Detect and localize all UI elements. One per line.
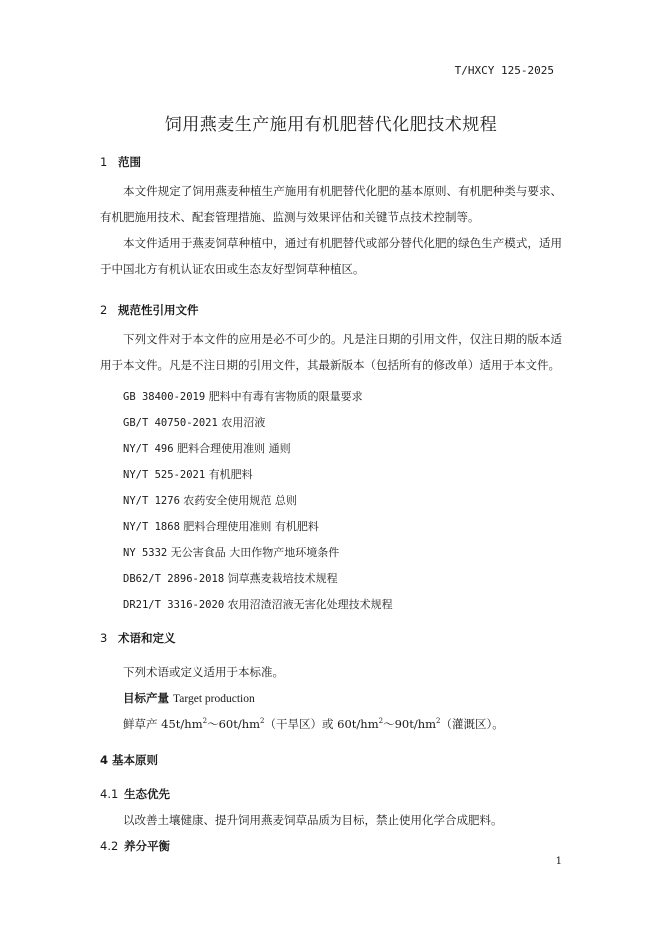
section-2-title: 规范性引用文件 bbox=[118, 303, 199, 317]
reference-item: DR21/T 3316-2020 农用沼渣沼液无害化处理技术规程 bbox=[123, 598, 393, 611]
section-4-2-title: 养分平衡 bbox=[124, 839, 170, 853]
section-1-paragraph-1: 本文件规定了饲用燕麦种植生产施用有机肥替代化肥的基本原则、有机肥种类与要求、有机肥施用技术、配套管理措施、监测与效果评估和关键节点技术控制等。 bbox=[100, 184, 562, 224]
section-3-title: 术语和定义 bbox=[118, 631, 176, 645]
reference-item: NY/T 496 肥料合理使用准则 通则 bbox=[123, 442, 291, 455]
section-1-number: 1 bbox=[100, 155, 108, 169]
section-4-1-heading bbox=[100, 786, 170, 802]
section-2-paragraph-1: 下列文件对于本文件的应用是必不可少的。凡是注日期的引用文件，仅注日期的版本适用于本文件。凡是不注日期的引用文件，其最新版本（包括所有的修改单）适用于本文件。 bbox=[100, 332, 562, 372]
document-title: 饲用燕麦生产施用有机肥替代化肥技术规程 bbox=[164, 115, 498, 135]
section-4-1-number: 4.1 bbox=[100, 787, 119, 801]
term-chinese: 目标产量 bbox=[123, 691, 169, 705]
term-heading bbox=[123, 690, 255, 706]
reference-item: NY/T 1868 肥料合理使用准则 有机肥料 bbox=[123, 520, 319, 533]
term-definition: 鲜草产 $45t/hm^2\sim 60t/hm^2$（干旱区）或 $60t/hm^2\sim 90t/hm^2$（灌溉区）。 bbox=[123, 717, 504, 731]
reference-item: NY/T 525-2021 有机肥料 bbox=[123, 468, 253, 481]
section-2-number: 2 bbox=[100, 303, 108, 317]
section-1-paragraph-2: 本文件适用于燕麦饲草种植中，通过有机肥替代或部分替代化肥的绿色生产模式，适用于中国北方有机认证农田或生态友好型饲草种植区。 bbox=[100, 236, 562, 276]
section-1-heading bbox=[100, 154, 141, 170]
section-4-heading: 4 基本原则 bbox=[100, 753, 159, 767]
section-3-number: 3 bbox=[100, 631, 108, 645]
page-number: 1 bbox=[555, 856, 562, 867]
section-3-heading bbox=[100, 630, 176, 646]
reference-item: NY 5332 无公害食品 大田作物产地环境条件 bbox=[123, 546, 340, 559]
reference-item: NY/T 1276 农药安全使用规范 总则 bbox=[123, 494, 297, 507]
reference-item: GB/T 40750-2021 农用沼液 bbox=[123, 416, 266, 429]
reference-item: GB 38400-2019 肥料中有毒有害物质的限量要求 bbox=[123, 390, 363, 403]
section-4-2-number: 4.2 bbox=[100, 839, 119, 853]
section-2-heading bbox=[100, 302, 199, 318]
section-4-2-heading bbox=[100, 838, 170, 854]
section-4-1-title: 生态优先 bbox=[124, 787, 170, 801]
standard-code: T/HXCY 125-2025 bbox=[454, 64, 554, 77]
term-english: Target production bbox=[173, 693, 255, 705]
reference-item: DB62/T 2896-2018 饲草燕麦栽培技术规程 bbox=[123, 572, 338, 585]
section-3-intro: 下列术语或定义适用于本标准。 bbox=[123, 665, 284, 679]
section-1-title: 范围 bbox=[118, 155, 141, 169]
section-4-1-paragraph: 以改善土壤健康、提升饲用燕麦饲草品质为目标，禁止使用化学合成肥料。 bbox=[123, 813, 503, 827]
